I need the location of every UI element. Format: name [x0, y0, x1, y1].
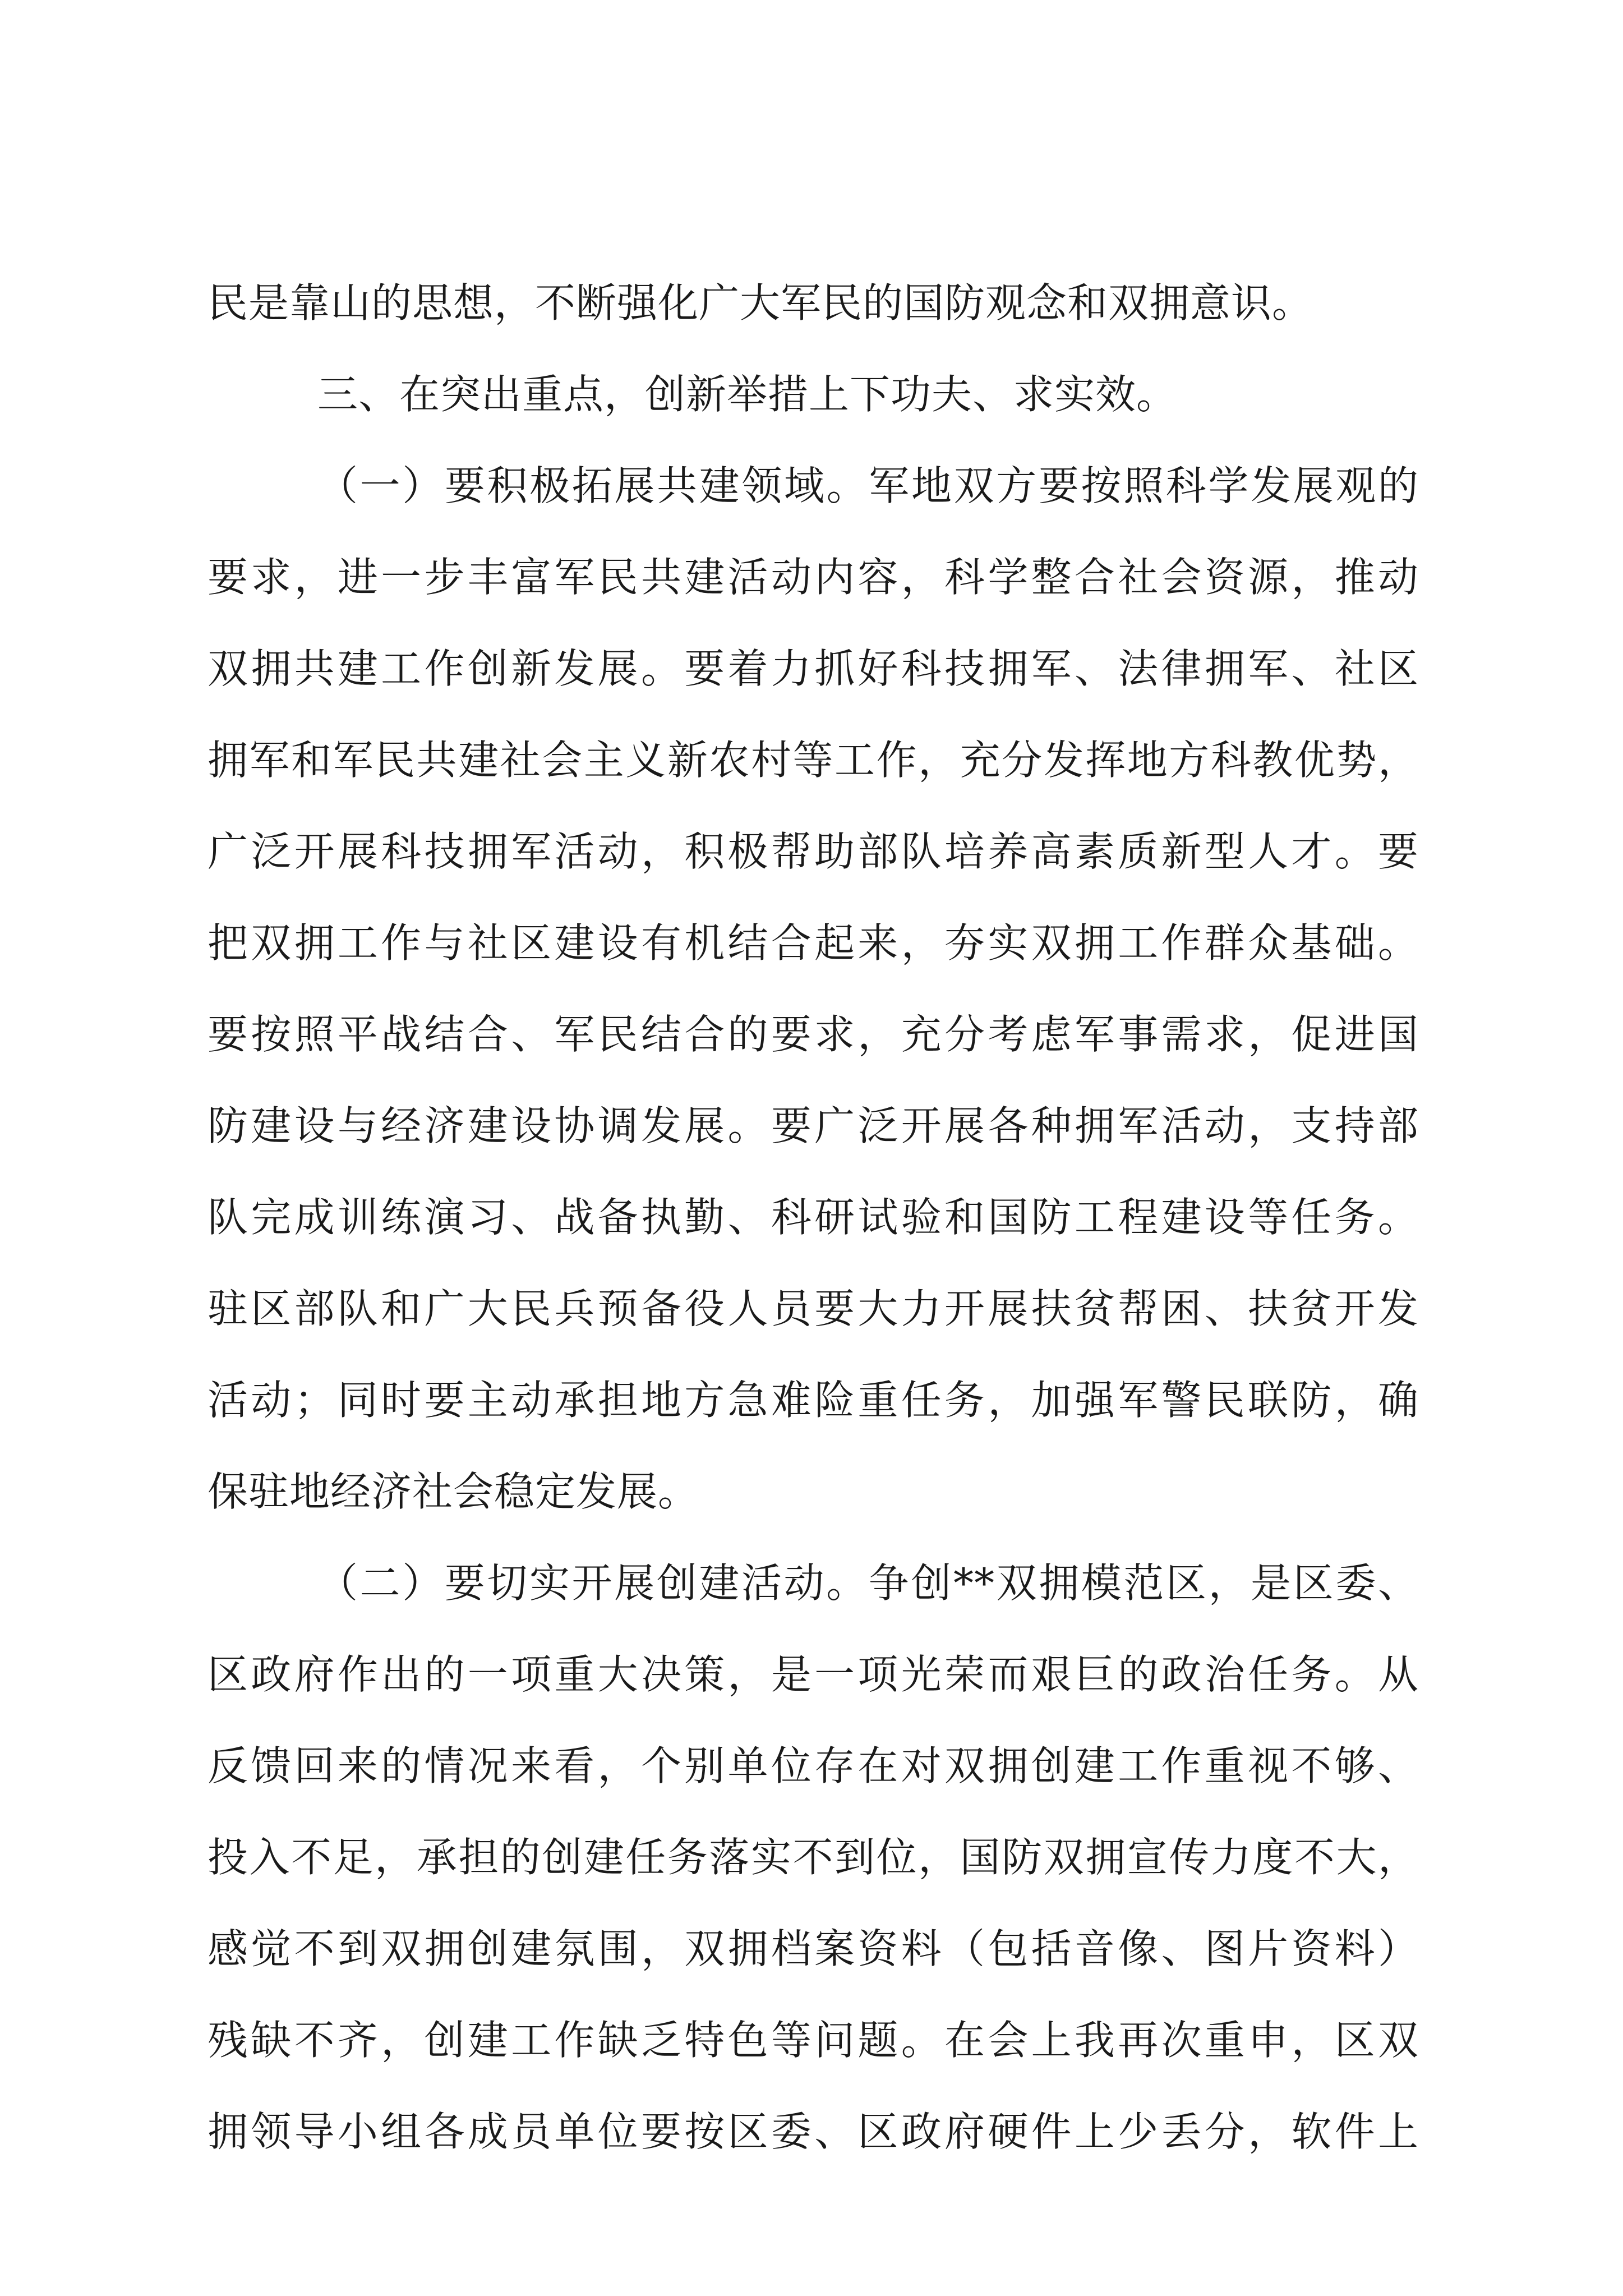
text-line: 拥军和军民共建社会主义新农村等工作，充分发挥地方科教优势，: [208, 737, 1419, 784]
text-line: 双拥共建工作创新发展。要着力抓好科技拥军、法律拥军、社区: [208, 645, 1419, 692]
section-heading: 三、在突出重点，创新举措上下功夫、求实效。: [317, 371, 1178, 418]
text-line: 驻区部队和广大民兵预备役人员要大力开展扶贫帮困、扶贫开发: [208, 1285, 1419, 1332]
text-line: 防建设与经济建设协调发展。要广泛开展各种拥军活动，支持部: [208, 1102, 1419, 1149]
text-line: （一）要积极拓展共建领域。军地双方要按照科学发展观的: [317, 462, 1419, 509]
text-line: 拥领导小组各成员单位要按区委、区政府硬件上少丢分，软件上: [208, 2108, 1419, 2155]
text-line: 队完成训练演习、战备执勤、科研试验和国防工程建设等任务。: [208, 1194, 1419, 1241]
text-line: 要求，进一步丰富军民共建活动内容，科学整合社会资源，推动: [208, 554, 1419, 601]
text-line: 区政府作出的一项重大决策，是一项光荣而艰巨的政治任务。从: [208, 1651, 1419, 1698]
text-line: 要按照平战结合、军民结合的要求，充分考虑军事需求，促进国: [208, 1011, 1419, 1058]
text-line: 把双拥工作与社区建设有机结合起来，夯实双拥工作群众基础。: [208, 919, 1419, 967]
text-line: （二）要切实开展创建活动。争创**双拥模范区，是区委、: [317, 1559, 1419, 1607]
text-line: 反馈回来的情况来看，个别单位存在对双拥创建工作重视不够、: [208, 1742, 1419, 1789]
text-line: 保驻地经济社会稳定发展。: [208, 1468, 699, 1515]
text-line: 活动；同时要主动承担地方急难险重任务，加强军警民联防，确: [208, 1377, 1419, 1424]
text-line: 投入不足，承担的创建任务落实不到位，国防双拥宣传力度不大，: [208, 1834, 1419, 1881]
text-line: 残缺不齐，创建工作缺乏特色等问题。在会上我再次重申，区双: [208, 2017, 1419, 2064]
text-line: 广泛开展科技拥军活动，积极帮助部队培养高素质新型人才。要: [208, 828, 1419, 875]
text-line: 感觉不到双拥创建氛围，双拥档案资料（包括音像、图片资料）: [208, 1925, 1419, 1972]
text-line: 民是靠山的思想，不断强化广大军民的国防观念和双拥意识。: [208, 279, 1313, 326]
